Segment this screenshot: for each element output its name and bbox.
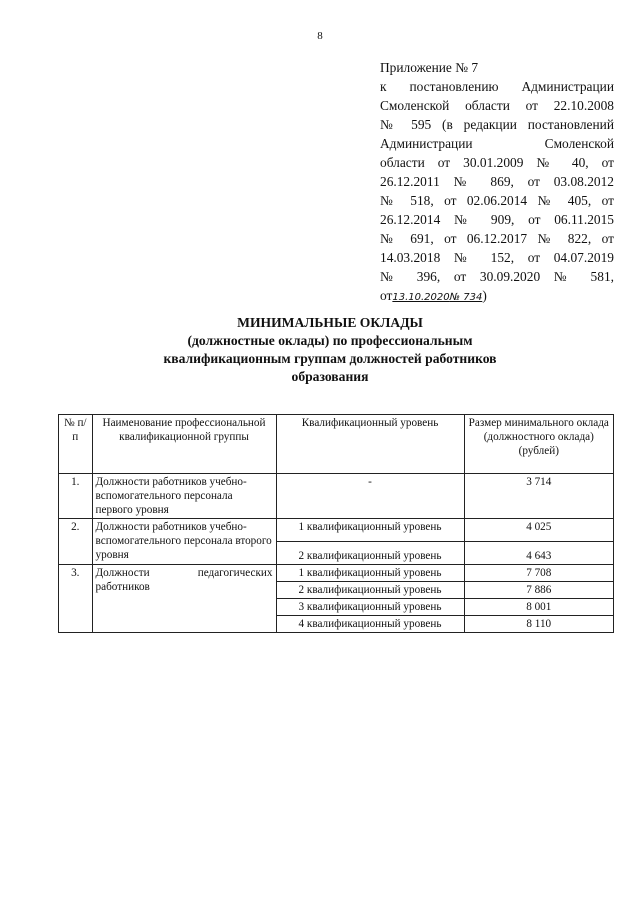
appendix-line: 26.12.2011 № 869, от 03.08.2012 <box>380 174 614 189</box>
row-level: 2 квалификационный уровень <box>276 542 464 565</box>
row-size: 8 110 <box>464 616 613 633</box>
row-level: 2 квалификационный уровень <box>276 582 464 599</box>
appendix-line: Приложение № 7 <box>380 60 479 75</box>
salary-table <box>58 414 614 633</box>
table-row <box>59 519 614 542</box>
appendix-line: к постановлению Администрации <box>380 79 614 94</box>
row-group-name: Должности работников учебно-вспомогательного персонала второго уровня <box>92 519 276 565</box>
header-name: Наименование профессиональной квалификационной группы <box>92 415 276 474</box>
row-num: 1. <box>59 474 93 519</box>
appendix-line: области от 30.01.2009 № 40, от <box>380 155 614 170</box>
row-size: 7 886 <box>464 582 613 599</box>
appendix-line: № 691, от 06.12.2017 № 822, от <box>380 231 614 246</box>
appendix-note <box>380 58 614 307</box>
appendix-line: 14.03.2018 № 152, от 04.07.2019 <box>380 250 614 265</box>
row-level: 1 квалификационный уровень <box>276 519 464 542</box>
header-size: Размер минимального оклада (должностного оклада) (рублей) <box>464 415 613 474</box>
appendix-last-prefix: от <box>380 288 393 303</box>
row-level: 1 квалификационный уровень <box>276 565 464 582</box>
title-line: квалификационным группам должностей работников <box>163 351 497 366</box>
row-size: 8 001 <box>464 599 613 616</box>
title-line: МИНИМАЛЬНЫЕ ОКЛАДЫ <box>237 315 423 330</box>
table-row <box>59 565 614 582</box>
row-group-name: Должности работников учебно-вспомогательного персонала первого уровня <box>92 474 276 519</box>
appendix-line: № 595 (в редакции постановлений <box>380 117 614 132</box>
appendix-line: Смоленской области от 22.10.2008 <box>380 98 614 113</box>
table-row <box>59 474 614 519</box>
appendix-last-line: от13.10.2020№ 734) <box>380 288 487 303</box>
row-num: 2. <box>59 519 93 565</box>
header-level: Квалификационный уровень <box>276 415 464 474</box>
title-line: образования <box>291 369 369 384</box>
row-size: 4 025 <box>464 519 613 542</box>
appendix-line: № 396, от 30.09.2020 № 581, <box>380 269 614 284</box>
document-title <box>110 314 550 386</box>
appendix-line: 26.12.2014 № 909, от 06.11.2015 <box>380 212 614 227</box>
header-num: № п/п <box>59 415 93 474</box>
row-group-name: Должности педагогических работников <box>92 565 276 633</box>
title-line: (должностные оклады) по профессиональным <box>187 333 473 348</box>
table-header-row <box>59 415 614 474</box>
appendix-line: № 518, от 02.06.2014 № 405, от <box>380 193 614 208</box>
handwritten-number: № 734 <box>449 292 483 303</box>
row-size: 3 714 <box>464 474 613 519</box>
row-size: 7 708 <box>464 565 613 582</box>
row-level: 3 квалификационный уровень <box>276 599 464 616</box>
page-number: 8 <box>317 30 323 42</box>
row-level: 4 квалификационный уровень <box>276 616 464 633</box>
row-level: - <box>276 474 464 519</box>
appendix-line: Администрации Смоленской <box>380 136 614 151</box>
row-size: 4 643 <box>464 542 613 565</box>
handwritten-date: 13.10.2020 <box>392 292 450 303</box>
row-num: 3. <box>59 565 93 633</box>
